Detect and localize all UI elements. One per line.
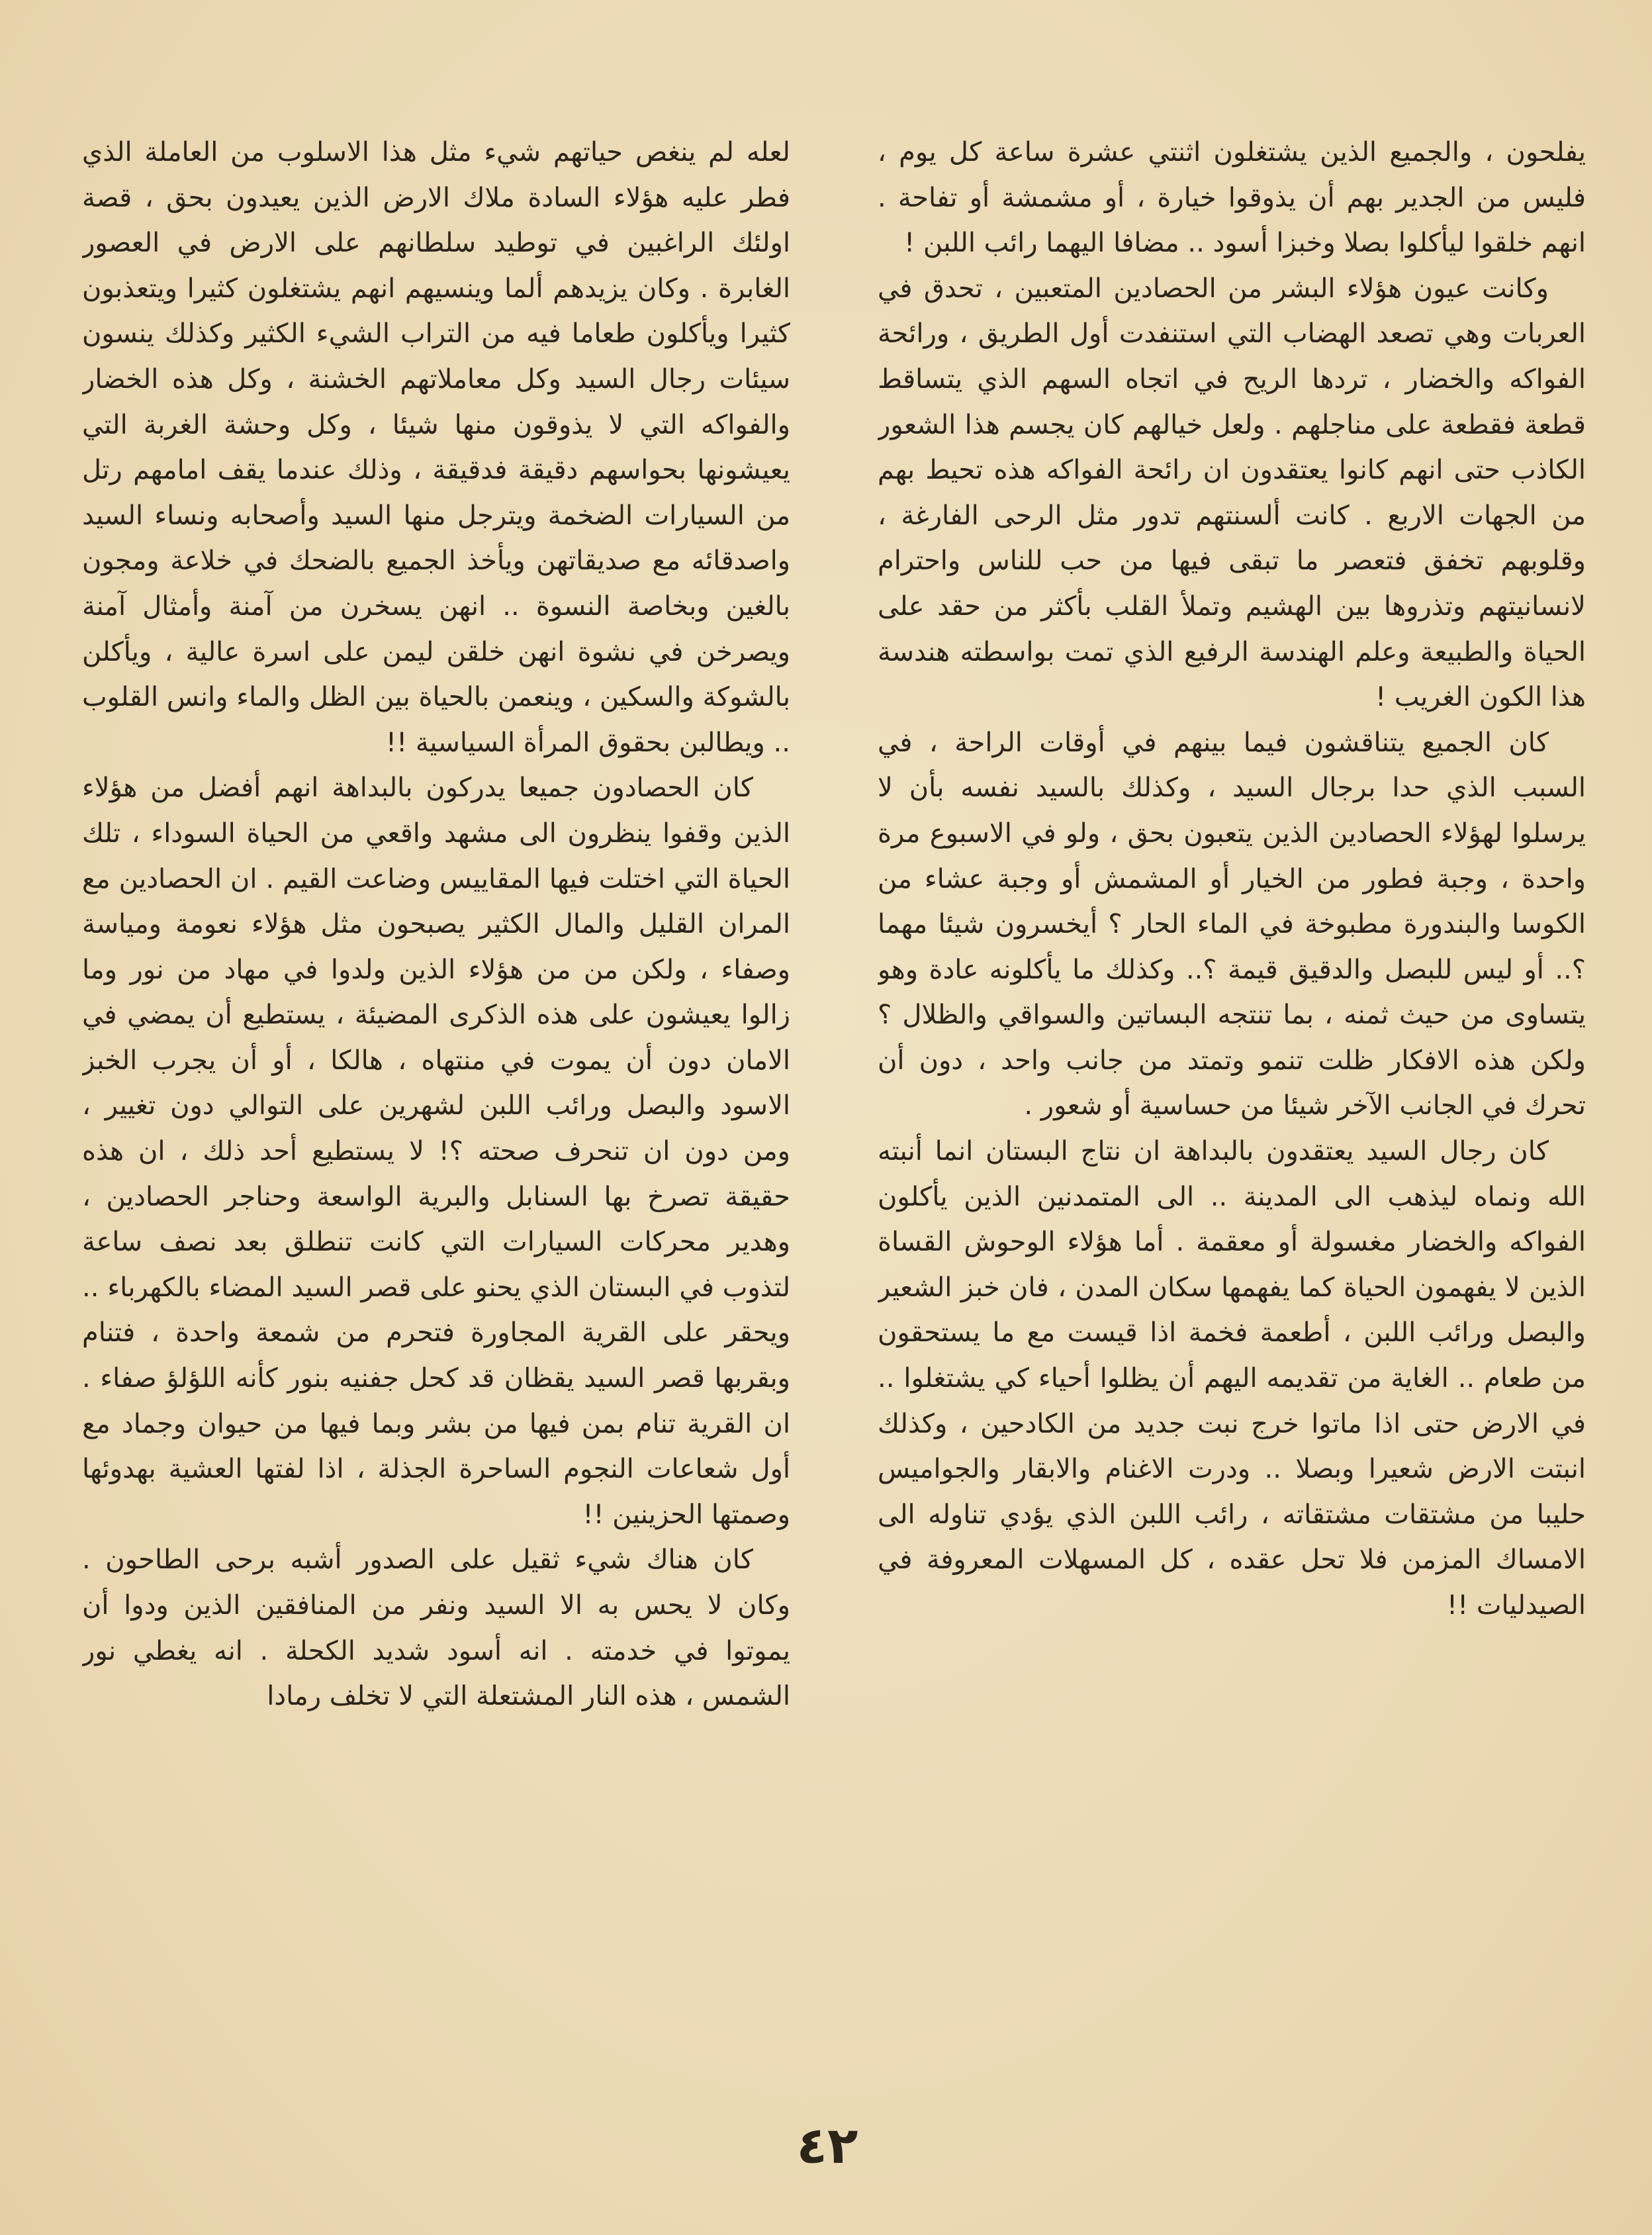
paragraph: يفلحون ، والجميع الذين يشتغلون اثنتي عشرة ساعة كل يوم ، فليس من الجدير بهم أن يذوقوا خيارة ، أو مشمشة أو تفاحة . انهم خلقوا ليأكلوا بصلا وخبزا أسود .. مضافا اليهما رائب اللبن ! bbox=[878, 137, 1586, 259]
paragraph: كان الجميع يتناقشون فيما بينهم في أوقات الراحة ، في السبب الذي حدا برجال السيد ، وكذلك بالسيد نفسه بأن لا يرسلوا لهؤلاء الحصادين الذين يتعبون بحق ، ولو في الاسبوع مرة واحدة ، وجبة فطور من الخيار أو المشمش أو وجبة عشاء من الكوسا والبندورة مطبوخة في الماء الحار ؟ أيخسرون شيئا مهما ؟.. أو ليس للبصل والدقيق قيمة ؟.. وكذلك ما يأكلونه عادة وهو يتساوى من حيث ثمنه ، بما تنتجه البساتين والسواقي والظلال ؟ ولكن هذه الافكار ظلت تنمو وتمتد من جانب واحد ، دون أن تحرك في الجانب الآخر شيئا من حساسية أو شعور . bbox=[878, 727, 1586, 1121]
page-number: ٤٢ bbox=[796, 2116, 858, 2175]
paragraph: كان الحصادون جميعا يدركون بالبداهة انهم أفضل من هؤلاء الذين وقفوا ينظرون الى مشهد واقعي من الحياة السوداء ، تلك الحياة التي اختلت فيها المقاييس وضاعت القيم . ان الحصادين مع المران القليل والمال الكثير يصبحون مثل هؤلاء نعومة ومياسة وصفاء ، ولكن من من هؤلاء الذين ولدوا في مهاد من نور وما زالوا يعيشون على هذه الذكرى المضيئة ، يستطيع أن يمضي في الامان دون أن يموت في منتهاه ، هالكا ، أو أن يجرب الخبز الاسود والبصل ورائب اللبن لشهرين على التوالي دون تغيير ، ومن دون ان تنحرف صحته ؟! لا يستطيع أحد ذلك ، ان هذه حقيقة تصرخ بها السنابل والبرية الواسعة وحناجر الحصادين ، وهدير محركات السيارات التي كانت تنطلق بعد نصف ساعة لتذوب في البستان الذي يحنو على قصر السيد المضاء بالكهرباء .. ويحقر على القرية المجاورة فتحرم من شمعة واحدة ، فتنام وبقربها قصر السيد يقظان قد كحل جفنيه بنور كأنه اللؤلؤ صفاء . ان القرية تنام بمن فيها من بشر وبما فيها من حيوان وجماد مع أول شعاعات النجوم الساحرة الجذلة ، اذا لفتها العشية بهدوئها وصمتها الحزينين !! bbox=[82, 773, 790, 1530]
paragraph: لعله لم ينغص حياتهم شيء مثل هذا الاسلوب من العاملة الذي فطر عليه هؤلاء السادة ملاك الارض الذين يعيدون بحق ، قصة اولئك الراغبين في توطيد سلطانهم على الارض في العصور الغابرة . وكان يزيدهم ألما وينسيهم انهم يشتغلون كثيرا ويتعذبون كثيرا ويأكلون طعاما فيه من التراب الشيء الكثير وكذلك ينسون سيئات رجال السيد وكل معاملاتهم الخشنة ، وكل هذه الخضار والفواكه التي لا يذوقون منها شيئا ، وكل وحشة الغربة التي يعيشونها بحواسهم دقيقة فدقيقة ، وذلك عندما يقف امامهم رتل من السيارات الضخمة ويترجل منها السيد وأصحابه ونساء السيد واصدقائه مع صديقاتهن ويأخذ الجميع بالضحك في خلاعة ومجون بالغين وبخاصة النسوة .. انهن يسخرن من آمنة وأمثال آمنة ويصرخن في نشوة انهن خلقن ليمن على اسرة عالية ، ويأكلن بالشوكة والسكين ، وينعمن بالحياة بين الظل والماء وانس القلوب .. ويطالبن بحقوق المرأة السياسية !! bbox=[82, 137, 790, 758]
paragraph: وكانت عيون هؤلاء البشر من الحصادين المتعبين ، تحدق في العربات وهي تصعد الهضاب التي استنفدت أول الطريق ، ورائحة الفواكه والخضار ، تردها الريح في اتجاه السهم الذي يتساقط قطعة فقطعة على مناجلهم . ولعل خيالهم كان يجسم هذا الشعور الكاذب حتى انهم كانوا يعتقدون ان رائحة الفواكه هذه تحيط بهم من الجهات الاربع . كانت ألسنتهم تدور مثل الرحى الفارغة ، وقلوبهم تخفق فتعصر ما تبقى فيها من حب للناس واحترام لانسانيتهم وتذروها بين الهشيم وتملأ القلب بأكثر من حقد على الحياة والطبيعة وعلم الهندسة الرفيع الذي تمت بواسطته هندسة هذا الكون الغريب ! bbox=[878, 273, 1586, 713]
paragraph: كان رجال السيد يعتقدون بالبداهة ان نتاج البستان انما أنبته الله ونماه ليذهب الى المدينة .. الى المتمدنين الذين يأكلون الفواكه والخضار مغسولة أو معقمة . أما هؤلاء الوحوش القساة الذين لا يفهمون الحياة كما يفهمها سكان المدن ، فان خبز الشعير والبصل ورائب اللبن ، أطعمة فخمة اذا قيست مع ما يستحقون من طعام .. الغاية من تقديمه اليهم أن يظلوا أحياء كي يشتغلوا .. في الارض حتى اذا ماتوا خرج نبت جديد من الكادحين ، وكذلك انبتت الارض شعيرا وبصلا .. ودرت الاغنام والابقار والجواميس حليبا من مشتقات مشتقاته ، رائب اللبن الذي يؤدي تناوله الى الامساك المزمن فلا تحل عقده ، كل المسهلات المعروفة في الصيدليات !! bbox=[878, 1136, 1586, 1621]
paragraph: كان هناك شيء ثقيل على الصدور أشبه برحى الطاحون . وكان لا يحس به الا السيد ونفر من المنافقين الذين ودوا أن يموتوا في خدمته . انه أسود شديد الكحلة . انه يغطي نور الشمس ، هذه النار المشتعلة التي لا تخلف رمادا bbox=[82, 1545, 790, 1712]
left-column bbox=[82, 130, 790, 2076]
right-column bbox=[878, 130, 1586, 2076]
